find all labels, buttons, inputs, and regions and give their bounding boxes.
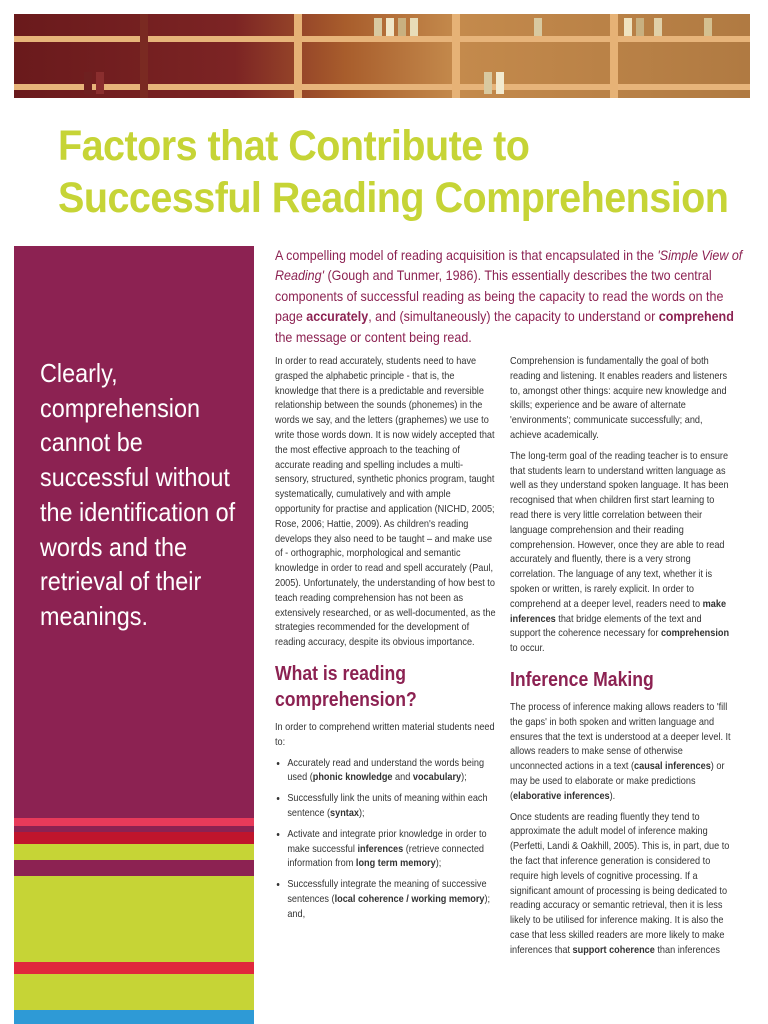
list-item: • Accurately read and understand the words being used (phonic knowledge and vocabulary); (287, 757, 496, 787)
book (96, 72, 104, 94)
body-paragraph: In order to read accurately, students need to have grasped the alphabetic principle - that is, the knowledge that there is a predictable and reversible relationship between the sounds (phonemes) in the words we say, and the letters (graphemes) we use to write those words down. It is now widely accepted that the most effective approach to the teaching of accurate reading and spelling includes a multi-sensory, structured, synthetic phonics program, taught systematically, cumulatively and with ample opportunity for practise and application (NICHD, 2005; Rose, 2006; Hattie, 2009). As children's reading develops they also need to be taught – and make use of - orthographic, morphological and semantic knowledge in order to read and spell accurately (Paul, 2005). Unfortunately, the understanding of how best to teach reading comprehension has not been as extensively researched, or as well-documented, as the strategies recommended for the development of reading accuracy, despite its obvious importance. (275, 356, 496, 649)
shelf-board (14, 84, 750, 90)
bookshelf-photo (14, 14, 750, 98)
shelf-board (14, 36, 750, 42)
book (484, 72, 492, 94)
right-body-column (510, 355, 732, 964)
body-paragraph: The process of inference making allows readers to 'fill the gaps' in both spoken and written language and ensures that the text is understood at a deeper level. It allows readers to make sense of otherwise unconnected actions in a text (causal inferences) or may be used to elaborate or make predictions (elaborative inferences). (510, 701, 731, 802)
accent-stripe (14, 974, 254, 1010)
book (410, 18, 418, 36)
book (636, 18, 644, 36)
accent-stripe (14, 962, 254, 974)
shelf-post (294, 14, 302, 98)
accent-stripe (14, 1010, 254, 1024)
book (704, 18, 712, 36)
accent-stripe (14, 832, 254, 844)
list-item: • Successfully link the units of meaning within each sentence (syntax); (287, 792, 496, 822)
book (624, 18, 632, 36)
list-item: • Successfully integrate the meaning of successive sentences (local coherence / working memory); and, (287, 878, 496, 922)
accent-stripe (14, 876, 254, 962)
body-paragraph: Once students are reading fluently they tend to approximate the adult model of inference making (Perfetti, Landi & Oakhill, 2005). This is, in part, due to the fact that inference generation is considered to require high levels of cognitive processing. If a significant amount of processing is being dedicated to reading accuracy or semantic retrieval, then it is less likely to be utilised for inference making. It is also the case that less skilled readers are more likely to make inferences that support coherence than inferences (510, 811, 730, 956)
section-heading: Inference Making (510, 668, 654, 691)
left-body-column (275, 355, 497, 929)
book (374, 18, 382, 36)
book (84, 72, 92, 94)
pull-quote: Clearly, comprehension cannot be successful without the identification of words and the retrieval of their meanings. (40, 358, 236, 631)
section-heading: What is reading comprehension? (275, 662, 417, 711)
book (654, 18, 662, 36)
intro-paragraph: A compelling model of reading acquisition is that encapsulated in the 'Simple View of Reading' (Gough and Tunmer, 1986). This essentially describes the two central components of successful reading as being the capacity to read the words on the page accurately, and (simultaneously) the capacity to understand or comprehend the message or content being read. (275, 248, 743, 345)
bullet-list (275, 757, 497, 923)
body-paragraph: Comprehension is fundamentally the goal of both reading and listening. It enables readers and listeners to, amongst other things: acquire new knowledge and skills; experience and be aware of alternate 'environments'; communicate successfully; and, achieve academically. (510, 356, 728, 441)
body-paragraph: In order to comprehend written material students need to: (275, 721, 495, 748)
book (496, 72, 504, 94)
accent-stripe (14, 844, 254, 860)
list-item: • Activate and integrate prior knowledge in order to make successful inferences (retrieve connected information from long term memory); (287, 828, 496, 872)
book (386, 18, 394, 36)
accent-stripe (14, 818, 254, 826)
body-paragraph: The long-term goal of the reading teacher is to ensure that students learn to understand written language as well as they understand spoken language. It has been recognised that when children first start learning to read there is very little correlation between their language comprehension and their reading comprehension. However, once they are able to read accurately and fluently, there is a very strong correlation. The language of any text, whether it is spoken or written, is rarely explicit. In order to comprehend at a deeper level, readers need to make inferences that bridge elements of the text and support the coherence necessary for comprehension to occur. (510, 450, 730, 655)
book (398, 18, 406, 36)
shelf-post (610, 14, 618, 98)
page-title: Factors that Contribute to Successful Reading Comprehension (58, 122, 729, 222)
shelf-post (140, 14, 148, 98)
shelf-post (452, 14, 460, 98)
book (534, 18, 542, 36)
